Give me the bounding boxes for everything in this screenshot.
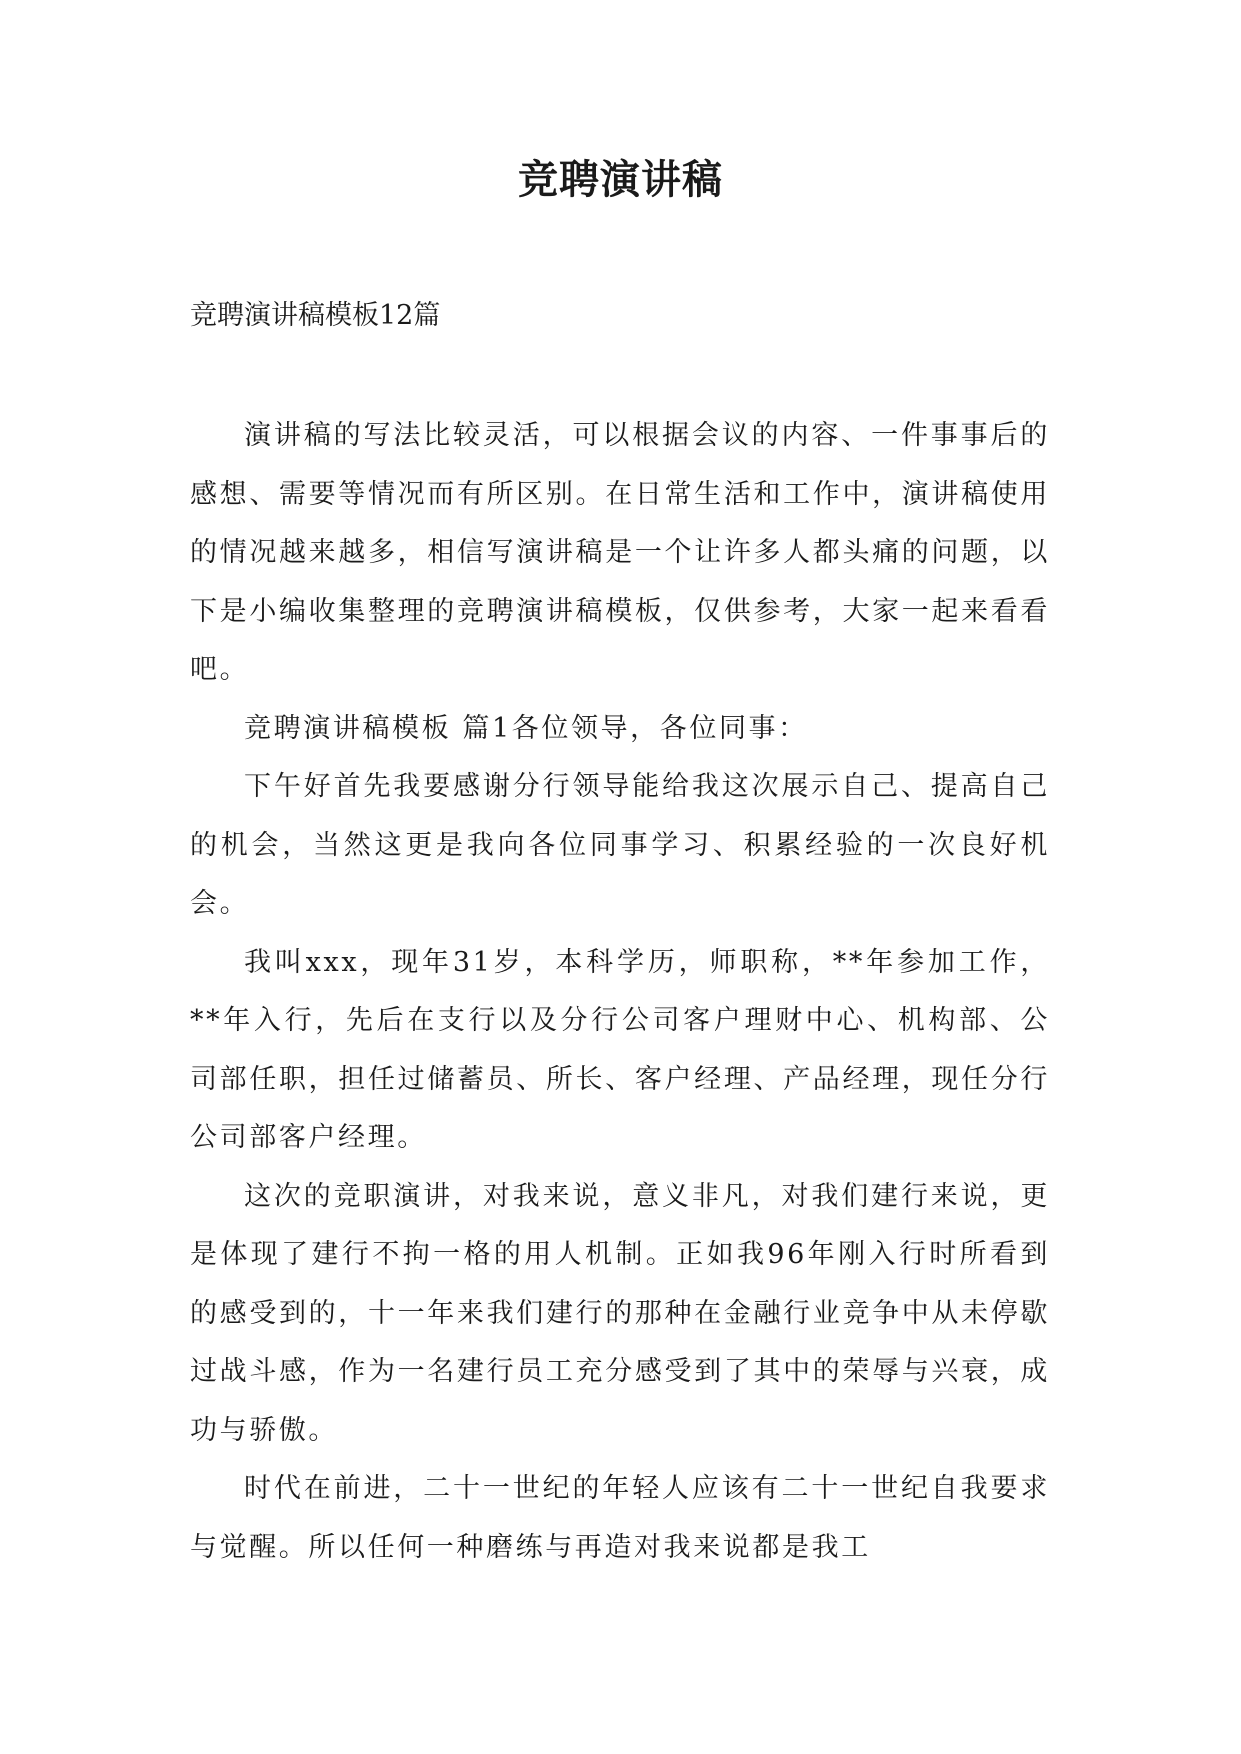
document-subtitle: 竞聘演讲稿模板12篇 (190, 300, 441, 331)
paragraph-significance: 这次的竞职演讲，对我来说，意义非凡，对我们建行来说，更是体现了建行不拘一格的用人机制。正如我96年刚入行时所看到的感受到的，十一年来我们建行的那种在金融行业竞争中从未停歇过战斗感，作为一名建行员工充分感受到了其中的荣辱与兴衰，成功与骄傲。 (190, 1180, 1050, 1446)
document-body (190, 407, 1050, 1577)
paragraph-self-intro: 我叫xxx，现年31岁，本科学历，师职称，**年参加工作，**年入行，先后在支行以及分行公司客户理财中心、机构部、公司部任职，担任过储蓄员、所长、客户经理、产品经理，现任分行公司部客户经理。 (190, 946, 1050, 1153)
document-title: 竞聘演讲稿 (518, 156, 723, 203)
paragraph-greeting: 下午好首先我要感谢分行领导能给我这次展示自己、提高自己的机会，当然这更是我向各位同事学习、积累经验的一次良好机会。 (190, 771, 1050, 919)
paragraph-intro: 演讲稿的写法比较灵活，可以根据会议的内容、一件事事后的感想、需要等情况而有所区别。在日常生活和工作中，演讲稿使用的情况越来越多，相信写演讲稿是一个让许多人都头痛的问题，以下是小编收集整理的竞聘演讲稿模板，仅供参考，大家一起来看看吧。 (190, 420, 1050, 685)
paragraph-heading-1: 竞聘演讲稿模板 篇1各位领导，各位同事： (244, 712, 808, 744)
paragraph-era: 时代在前进，二十一世纪的年轻人应该有二十一世纪自我要求与觉醒。所以任何一种磨练与再造对我来说都是我工 (190, 1473, 1050, 1563)
